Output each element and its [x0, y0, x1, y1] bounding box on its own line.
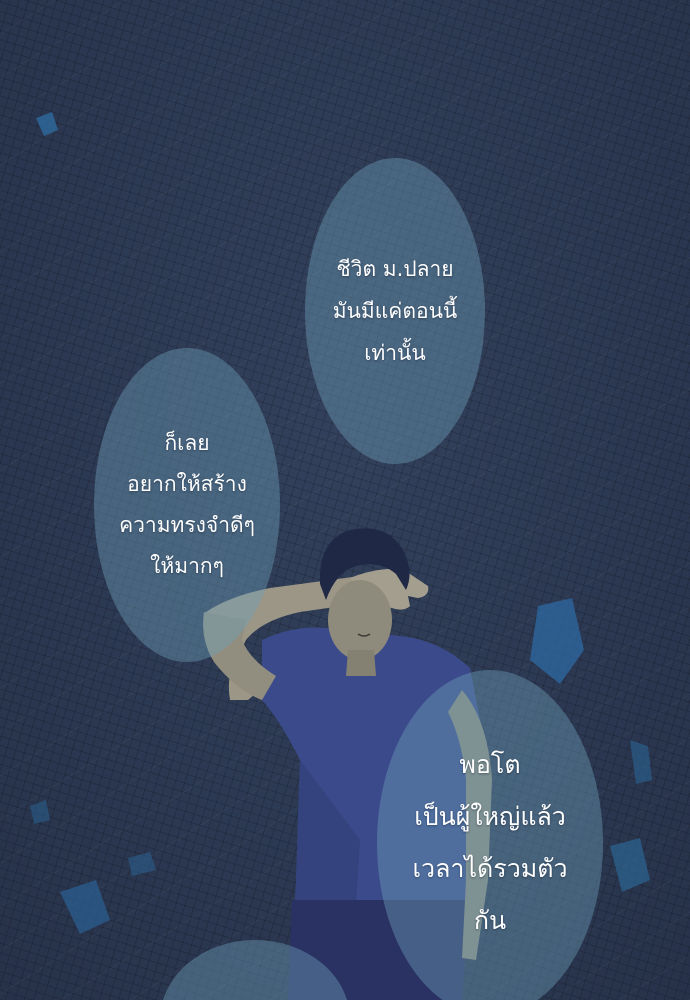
shard: [60, 880, 110, 934]
speech-bubble-3: [377, 670, 603, 1000]
shard: [30, 800, 50, 824]
speech-bubble-2: [94, 348, 280, 662]
bubble-1-line-1: ชีวิต ม.ปลาย: [336, 257, 454, 281]
shard: [128, 852, 156, 876]
shard: [630, 740, 652, 784]
bubble-3-line-3: เวลาได้รวมตัว: [412, 854, 568, 883]
face: [328, 580, 392, 660]
speech-bubble-1: [305, 158, 485, 464]
shard: [530, 598, 584, 684]
bubble-2-line-3: ความทรงจำดีๆ: [119, 513, 255, 537]
bubble-1-line-3: เท่านั้น: [364, 341, 426, 365]
bubble-3-line-2: เป็นผู้ใหญ่แล้ว: [414, 802, 566, 831]
shard: [36, 112, 58, 136]
bubble-1-line-2: มันมีแค่ตอนนี้: [332, 299, 458, 323]
neck: [346, 650, 376, 676]
shard: [610, 838, 650, 892]
bubble-2-line-2: อยากให้สร้าง: [127, 472, 247, 496]
bubble-2-line-1: ก็เลย: [164, 431, 210, 455]
bubble-3-line-4: กัน: [473, 906, 507, 935]
bubble-2-line-4: ให้มากๆ: [150, 554, 224, 578]
bubble-3-line-1: พอโต: [459, 750, 521, 779]
